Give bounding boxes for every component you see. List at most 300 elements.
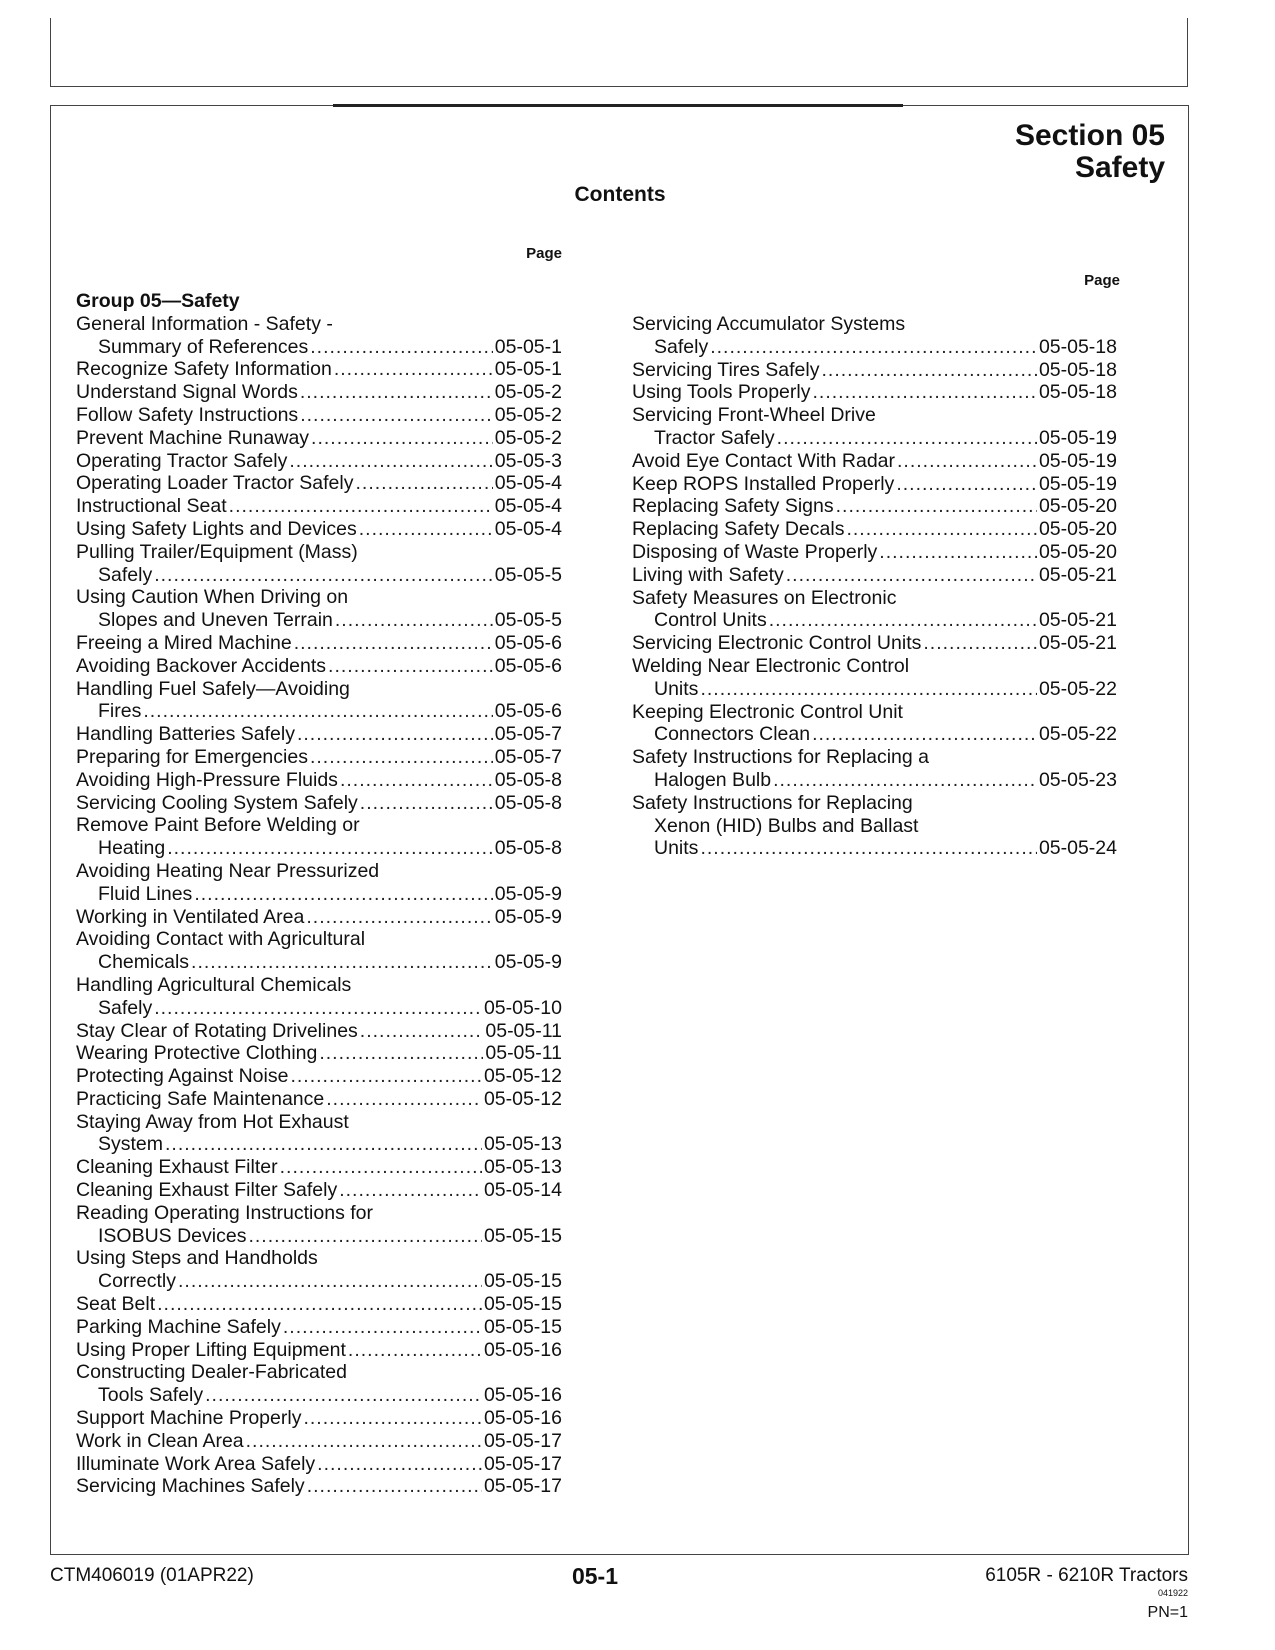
toc-entry-page: 05-05-16 — [483, 1338, 562, 1361]
toc-entry[interactable] — [632, 655, 1117, 701]
section-title — [1015, 120, 1165, 184]
toc-entry-title-line: Wearing Protective Clothing — [76, 1042, 318, 1065]
dot-leader — [167, 837, 493, 860]
toc-entry[interactable] — [76, 678, 562, 724]
toc-entry-title-line: Tractor Safely — [654, 426, 775, 449]
contents-title: Contents — [574, 183, 666, 206]
toc-entry-title-line: Living with Safety — [632, 563, 784, 586]
toc-entry-title-line: Safety Measures on Electronic — [632, 586, 897, 609]
dot-leader — [700, 837, 1037, 860]
toc-entry-page: 05-05-20 — [1038, 518, 1117, 541]
toc-entry-row — [76, 1339, 562, 1362]
toc-entry-page: 05-05-2 — [494, 426, 562, 449]
toc-entry[interactable] — [76, 1339, 562, 1362]
toc-entry[interactable] — [76, 1088, 562, 1111]
toc-entry-row — [632, 609, 1117, 632]
toc-entry-row — [76, 1179, 562, 1202]
toc-entry-row — [76, 1133, 562, 1156]
toc-entry[interactable] — [76, 1430, 562, 1453]
toc-entry[interactable] — [632, 541, 1117, 564]
toc-right-entries — [632, 313, 1117, 860]
dot-leader — [229, 495, 493, 518]
toc-left-entries — [76, 313, 562, 1498]
dot-leader — [339, 1179, 482, 1202]
toc-entry-row — [76, 1430, 562, 1453]
toc-entry[interactable] — [76, 792, 562, 815]
dot-leader — [923, 632, 1037, 655]
toc-entry[interactable] — [632, 746, 1117, 792]
toc-entry-title-line: Follow Safety Instructions — [76, 403, 299, 426]
toc-entry-title-line: Cleaning Exhaust Filter — [76, 1156, 278, 1179]
dot-leader — [246, 1430, 482, 1453]
toc-entry-row — [76, 518, 562, 541]
toc-entry[interactable] — [632, 450, 1117, 473]
top-accent-bar — [333, 104, 903, 107]
dot-leader — [360, 792, 493, 815]
toc-entry-row — [632, 359, 1117, 382]
dot-leader — [310, 336, 493, 359]
toc-entry-page: 05-05-13 — [483, 1133, 562, 1156]
dot-leader — [289, 450, 492, 473]
toc-entry-title-line: Instructional Seat — [76, 495, 227, 518]
toc-entry-page: 05-05-10 — [483, 996, 562, 1019]
toc-entry-title-line: Servicing Tires Safely — [632, 358, 820, 381]
toc-entry-page: 05-05-1 — [494, 335, 562, 358]
toc-entry-page: 05-05-8 — [494, 791, 562, 814]
toc-entry[interactable] — [76, 814, 562, 860]
toc-entry-title-line: Handling Fuel Safely—Avoiding — [76, 677, 350, 700]
footer-code: 041922 — [1157, 1588, 1188, 1598]
toc-entry[interactable] — [632, 404, 1117, 450]
toc-entry[interactable] — [76, 1179, 562, 1202]
toc-entry[interactable] — [76, 769, 562, 792]
toc-entry-page: 05-05-19 — [1038, 426, 1117, 449]
toc-entry-title-line: Replacing Safety Decals — [632, 518, 845, 541]
toc-entry[interactable] — [76, 1042, 562, 1065]
toc-entry-title-line: Safety Instructions for Replacing a — [632, 746, 929, 769]
dot-leader — [317, 1453, 482, 1476]
toc-entry-page: 05-05-15 — [483, 1293, 562, 1316]
toc-entry-page: 05-05-8 — [494, 768, 562, 791]
toc-entry-title-line: Servicing Cooling System Safely — [76, 791, 358, 814]
dot-leader — [290, 1065, 481, 1088]
toc-entry[interactable] — [632, 632, 1117, 655]
toc-entry-row — [76, 1042, 562, 1065]
toc-entry-title-line: Pulling Trailer/Equipment (Mass) — [76, 540, 358, 563]
toc-entry-title-line: Halogen Bulb — [654, 768, 772, 791]
toc-entry-title-line: Safely — [654, 335, 709, 358]
toc-entry-page: 05-05-15 — [483, 1224, 562, 1247]
toc-entry-row — [76, 1384, 562, 1407]
section-name: Safety — [1074, 151, 1165, 184]
toc-entry-row — [632, 541, 1117, 564]
toc-entry-title-line: System — [98, 1133, 164, 1156]
toc-entry-page: 05-05-2 — [494, 381, 562, 404]
toc-entry-row — [76, 769, 562, 792]
dot-leader — [157, 1293, 482, 1316]
toc-entry-row — [632, 381, 1117, 404]
toc-entry-title-line: Safety Instructions for Replacing — [632, 791, 913, 814]
dot-leader — [311, 427, 493, 450]
toc-entry-row — [76, 837, 562, 860]
toc-entry-page: 05-05-8 — [494, 837, 562, 860]
toc-entry-title-line: Parking Machine Safely — [76, 1315, 281, 1338]
toc-entry-page: 05-05-16 — [483, 1384, 562, 1407]
toc-entry-title-line: Avoiding Contact with Agricultural — [76, 928, 366, 951]
dot-leader — [700, 678, 1037, 701]
dot-leader — [248, 1225, 481, 1248]
toc-entry-page: 05-05-18 — [1038, 381, 1117, 404]
toc-entry[interactable] — [76, 723, 562, 746]
toc-entry-row — [632, 632, 1117, 655]
toc-entry-title-line: Support Machine Properly — [76, 1407, 302, 1430]
toc-entry-title-line: Using Caution When Driving on — [76, 586, 349, 609]
toc-entry-title-line: Using Steps and Handholds — [76, 1247, 318, 1270]
toc-entry-title-line: Work in Clean Area — [76, 1429, 244, 1452]
toc-entry-title-line: Cleaning Exhaust Filter Safely — [76, 1179, 338, 1202]
toc-entry-title-line: Avoiding High-Pressure Fluids — [76, 768, 338, 791]
toc-entry[interactable] — [76, 1065, 562, 1088]
toc-entry[interactable] — [76, 860, 562, 906]
toc-entry-row — [76, 1065, 562, 1088]
toc-entry[interactable] — [76, 358, 562, 381]
toc-entry-row — [76, 1156, 562, 1179]
toc-entry-row — [76, 336, 562, 359]
toc-entry-title-line: Using Tools Properly — [632, 381, 811, 404]
toc-entry-row — [76, 427, 562, 450]
toc-entry[interactable] — [76, 1247, 562, 1293]
toc-entry-page: 05-05-6 — [494, 631, 562, 654]
toc-entry-row — [632, 495, 1117, 518]
toc-entry-row — [76, 951, 562, 974]
toc-entry[interactable] — [632, 792, 1117, 860]
toc-entry-row — [632, 427, 1117, 450]
toc-entry-page: 05-05-21 — [1038, 609, 1117, 632]
dot-leader — [319, 1042, 483, 1065]
toc-entry-row — [76, 655, 562, 678]
dot-leader — [340, 769, 493, 792]
toc-entry[interactable] — [76, 928, 562, 974]
toc-entry[interactable] — [76, 1407, 562, 1430]
toc-entry[interactable] — [76, 906, 562, 929]
toc-entry-page: 05-05-4 — [494, 472, 562, 495]
toc-entry-page: 05-05-12 — [483, 1087, 562, 1110]
toc-entry[interactable] — [632, 587, 1117, 633]
toc-entry-page: 05-05-3 — [494, 449, 562, 472]
dot-leader — [306, 906, 492, 929]
page-column-label-left: Page — [526, 245, 562, 262]
dot-leader — [822, 359, 1037, 382]
toc-entry-title-line: Handling Batteries Safely — [76, 723, 295, 746]
toc-entry-title-line: Operating Tractor Safely — [76, 449, 288, 472]
toc-entry-title-line: Freeing a Mired Machine — [76, 631, 292, 654]
toc-entry-page: 05-05-17 — [483, 1452, 562, 1475]
dot-leader — [846, 518, 1036, 541]
top-frame — [50, 18, 1188, 87]
toc-entry-title-line: Working in Ventilated Area — [76, 905, 305, 928]
toc-entry-page: 05-05-13 — [483, 1156, 562, 1179]
toc-entry-title-line: Units — [654, 677, 699, 700]
toc-entry-page: 05-05-7 — [494, 745, 562, 768]
toc-entry[interactable] — [632, 473, 1117, 496]
dot-leader — [769, 609, 1037, 632]
toc-right-column — [632, 313, 1117, 860]
toc-entry-page: 05-05-18 — [1038, 358, 1117, 381]
toc-entry-page: 05-05-1 — [494, 358, 562, 381]
toc-entry-title-line: Chemicals — [98, 951, 190, 974]
toc-entry[interactable] — [76, 586, 562, 632]
dot-leader — [143, 700, 492, 723]
toc-entry-page: 05-05-7 — [494, 723, 562, 746]
toc-entry-page: 05-05-5 — [494, 563, 562, 586]
toc-entry-title-line: Fires — [98, 700, 142, 723]
toc-entry-row — [632, 837, 1117, 860]
toc-entry-row — [76, 1475, 562, 1498]
toc-entry-page: 05-05-9 — [494, 882, 562, 905]
toc-entry-page: 05-05-20 — [1038, 540, 1117, 563]
toc-entry[interactable] — [76, 472, 562, 495]
footer-pn: PN=1 — [1147, 1604, 1188, 1621]
toc-left-column — [76, 290, 562, 1498]
toc-entry-row — [76, 564, 562, 587]
toc-entry[interactable] — [632, 564, 1117, 587]
dot-leader — [194, 883, 492, 906]
toc-entry-title-line: Handling Agricultural Chemicals — [76, 973, 352, 996]
footer-page-number: 05-1 — [571, 1563, 619, 1589]
toc-entry-title-line: Tools Safely — [98, 1384, 204, 1407]
toc-entry-title-line: Slopes and Uneven Terrain — [98, 609, 333, 632]
toc-entry-title-line: Heating — [98, 837, 166, 860]
toc-entry-row — [76, 1407, 562, 1430]
footer-model: 6105R - 6210R Tractors — [985, 1565, 1188, 1586]
toc-entry-title-line: Replacing Safety Signs — [632, 495, 834, 518]
toc-entry-page: 05-05-17 — [483, 1429, 562, 1452]
dot-leader — [777, 427, 1037, 450]
dot-leader — [334, 358, 493, 381]
toc-entry[interactable] — [632, 518, 1117, 541]
toc-entry[interactable] — [632, 381, 1117, 404]
toc-entry[interactable] — [76, 404, 562, 427]
toc-entry-title-line: ISOBUS Devices — [98, 1224, 247, 1247]
toc-entry-row — [76, 1316, 562, 1339]
dot-leader — [897, 450, 1037, 473]
toc-entry-row — [76, 1225, 562, 1248]
toc-entry-row — [632, 518, 1117, 541]
section-number: Section 05 — [1014, 119, 1165, 152]
dot-leader — [896, 473, 1037, 496]
toc-entry-page: 05-05-9 — [494, 905, 562, 928]
toc-entry-title-line: Seat Belt — [76, 1293, 156, 1316]
toc-entry[interactable] — [76, 518, 562, 541]
toc-entry[interactable] — [632, 701, 1117, 747]
toc-entry-row — [76, 450, 562, 473]
toc-entry-row — [76, 358, 562, 381]
toc-entry-row — [632, 336, 1117, 359]
toc-entry[interactable] — [76, 450, 562, 473]
dot-leader — [294, 632, 493, 655]
toc-entry-page: 05-05-15 — [483, 1270, 562, 1293]
dot-leader — [326, 1088, 482, 1111]
footer-doc-id: CTM406019 (01APR22) — [50, 1565, 254, 1586]
toc-entry-title-line: Preparing for Emergencies — [76, 745, 308, 768]
toc-entry-page: 05-05-6 — [494, 654, 562, 677]
toc-entry[interactable] — [632, 313, 1117, 359]
toc-entry-title-line: Servicing Machines Safely — [76, 1475, 305, 1498]
toc-entry-title-line: Recognize Safety Information — [76, 358, 332, 381]
toc-entry-row — [76, 906, 562, 929]
dot-leader — [359, 518, 493, 541]
toc-entry-title-line: Staying Away from Hot Exhaust — [76, 1110, 349, 1133]
toc-entry-title-line: Xenon (HID) Bulbs and Ballast — [654, 814, 919, 837]
dot-leader — [300, 404, 493, 427]
toc-entry-row — [76, 632, 562, 655]
toc-entry-row — [76, 1453, 562, 1476]
toc-entry-row — [76, 746, 562, 769]
dot-leader — [178, 1270, 482, 1293]
toc-entry-page: 05-05-14 — [483, 1179, 562, 1202]
toc-entry-title-line: Keeping Electronic Control Unit — [632, 700, 903, 723]
toc-entry-title-line: Remove Paint Before Welding or — [76, 814, 360, 837]
dot-leader — [280, 1156, 482, 1179]
toc-entry-title-line: Summary of References — [98, 335, 309, 358]
toc-entry-title-line: Constructing Dealer-Fabricated — [76, 1361, 347, 1384]
toc-entry-page: 05-05-19 — [1038, 449, 1117, 472]
toc-entry-row — [76, 700, 562, 723]
toc-entry-page: 05-05-16 — [483, 1407, 562, 1430]
page-column-label-right: Page — [1084, 272, 1120, 289]
toc-entry-row — [76, 1293, 562, 1316]
toc-entry-row — [76, 997, 562, 1020]
toc-entry[interactable] — [76, 1202, 562, 1248]
toc-entry-row — [76, 495, 562, 518]
toc-entry-title-line: Keep ROPS Installed Properly — [632, 472, 895, 495]
toc-entry-title-line: Avoiding Heating Near Pressurized — [76, 859, 380, 882]
toc-entry-row — [76, 792, 562, 815]
toc-entry-row — [632, 450, 1117, 473]
toc-entry-title-line: Safely — [98, 563, 153, 586]
toc-entry-page: 05-05-20 — [1038, 495, 1117, 518]
toc-entry-page: 05-05-23 — [1038, 768, 1117, 791]
toc-entry-page: 05-05-4 — [494, 517, 562, 540]
toc-entry[interactable] — [76, 746, 562, 769]
toc-entry-title-line: Stay Clear of Rotating Drivelines — [76, 1019, 358, 1042]
toc-entry[interactable] — [76, 1111, 562, 1157]
toc-entry[interactable] — [76, 1361, 562, 1407]
toc-entry[interactable] — [632, 495, 1117, 518]
toc-entry-page: 05-05-17 — [483, 1475, 562, 1498]
toc-entry-page: 05-05-11 — [485, 1042, 562, 1065]
toc-entry-page: 05-05-18 — [1038, 335, 1117, 358]
toc-entry[interactable] — [76, 974, 562, 1020]
dot-leader — [303, 1407, 481, 1430]
toc-entry-title-line: Correctly — [98, 1270, 177, 1293]
toc-entry-title-line: Servicing Front-Wheel Drive — [632, 404, 876, 427]
toc-entry[interactable] — [76, 427, 562, 450]
dot-leader — [300, 381, 493, 404]
toc-entry-row — [632, 678, 1117, 701]
dot-leader — [360, 1020, 484, 1043]
toc-entry-title-line: Protecting Against Noise — [76, 1065, 289, 1088]
toc-entry[interactable] — [76, 632, 562, 655]
dot-leader — [297, 723, 493, 746]
toc-entry-row — [76, 404, 562, 427]
toc-entry-page: 05-05-12 — [483, 1065, 562, 1088]
toc-entry-page: 05-05-11 — [485, 1019, 562, 1042]
dot-leader — [812, 381, 1036, 404]
dot-leader — [335, 609, 493, 632]
toc-entry-page: 05-05-21 — [1038, 632, 1117, 655]
dot-leader — [328, 655, 493, 678]
toc-entry-title-line: Servicing Electronic Control Units — [632, 632, 922, 655]
toc-entry-row — [632, 769, 1117, 792]
dot-leader — [786, 564, 1037, 587]
toc-entry-title-line: General Information - Safety - — [76, 312, 333, 335]
toc-entry[interactable] — [76, 1293, 562, 1316]
toc-entry-row — [76, 1270, 562, 1293]
toc-entry-page: 05-05-9 — [494, 951, 562, 974]
toc-entry-title-line: Avoiding Backover Accidents — [76, 654, 327, 677]
toc-entry-title-line: Fluid Lines — [98, 882, 193, 905]
toc-entry-title-line: Reading Operating Instructions for — [76, 1201, 373, 1224]
toc-entry[interactable] — [76, 1020, 562, 1043]
dot-leader — [356, 472, 493, 495]
group-title: Group 05—Safety — [76, 290, 240, 312]
dot-leader — [710, 336, 1037, 359]
toc-entry-row — [76, 1088, 562, 1111]
dot-leader — [165, 1133, 482, 1156]
toc-entry-row — [76, 609, 562, 632]
toc-entry-page: 05-05-5 — [494, 609, 562, 632]
toc-entry[interactable] — [76, 313, 562, 359]
toc-entry-page: 05-05-6 — [494, 700, 562, 723]
toc-entry[interactable] — [76, 655, 562, 678]
toc-entry-row — [76, 883, 562, 906]
toc-entry-title-line: Practicing Safe Maintenance — [76, 1087, 325, 1110]
toc-entry-row — [76, 1020, 562, 1043]
dot-leader — [154, 997, 482, 1020]
dot-leader — [348, 1339, 482, 1362]
toc-entry-page: 05-05-19 — [1038, 472, 1117, 495]
toc-entry-title-line: Disposing of Waste Properly — [632, 540, 878, 563]
toc-entry[interactable] — [76, 381, 562, 404]
toc-entry[interactable] — [76, 1316, 562, 1339]
toc-entry-title-line: Connectors Clean — [654, 723, 811, 746]
toc-entry-page: 05-05-22 — [1038, 723, 1117, 746]
dot-leader — [879, 541, 1037, 564]
toc-entry-title-line: Servicing Accumulator Systems — [632, 313, 906, 335]
dot-leader — [283, 1316, 482, 1339]
toc-entry-title-line: Avoid Eye Contact With Radar — [632, 449, 896, 472]
dot-leader — [812, 723, 1037, 746]
toc-entry[interactable] — [76, 541, 562, 587]
toc-entry-row — [76, 381, 562, 404]
toc-entry-page: 05-05-24 — [1038, 837, 1117, 860]
toc-entry[interactable] — [76, 1453, 562, 1476]
toc-entry-page: 05-05-2 — [494, 403, 562, 426]
toc-entry[interactable] — [632, 359, 1117, 382]
toc-entry-row — [76, 472, 562, 495]
dot-leader — [773, 769, 1037, 792]
toc-entry[interactable] — [76, 1475, 562, 1498]
toc-entry-row — [632, 564, 1117, 587]
dot-leader — [307, 1475, 482, 1498]
toc-entry-page: 05-05-21 — [1038, 563, 1117, 586]
toc-entry-title-line: Using Safety Lights and Devices — [76, 517, 357, 540]
toc-entry-page: 05-05-15 — [483, 1315, 562, 1338]
toc-entry[interactable] — [76, 495, 562, 518]
toc-entry-title-line: Units — [654, 837, 699, 860]
toc-entry[interactable] — [76, 1156, 562, 1179]
